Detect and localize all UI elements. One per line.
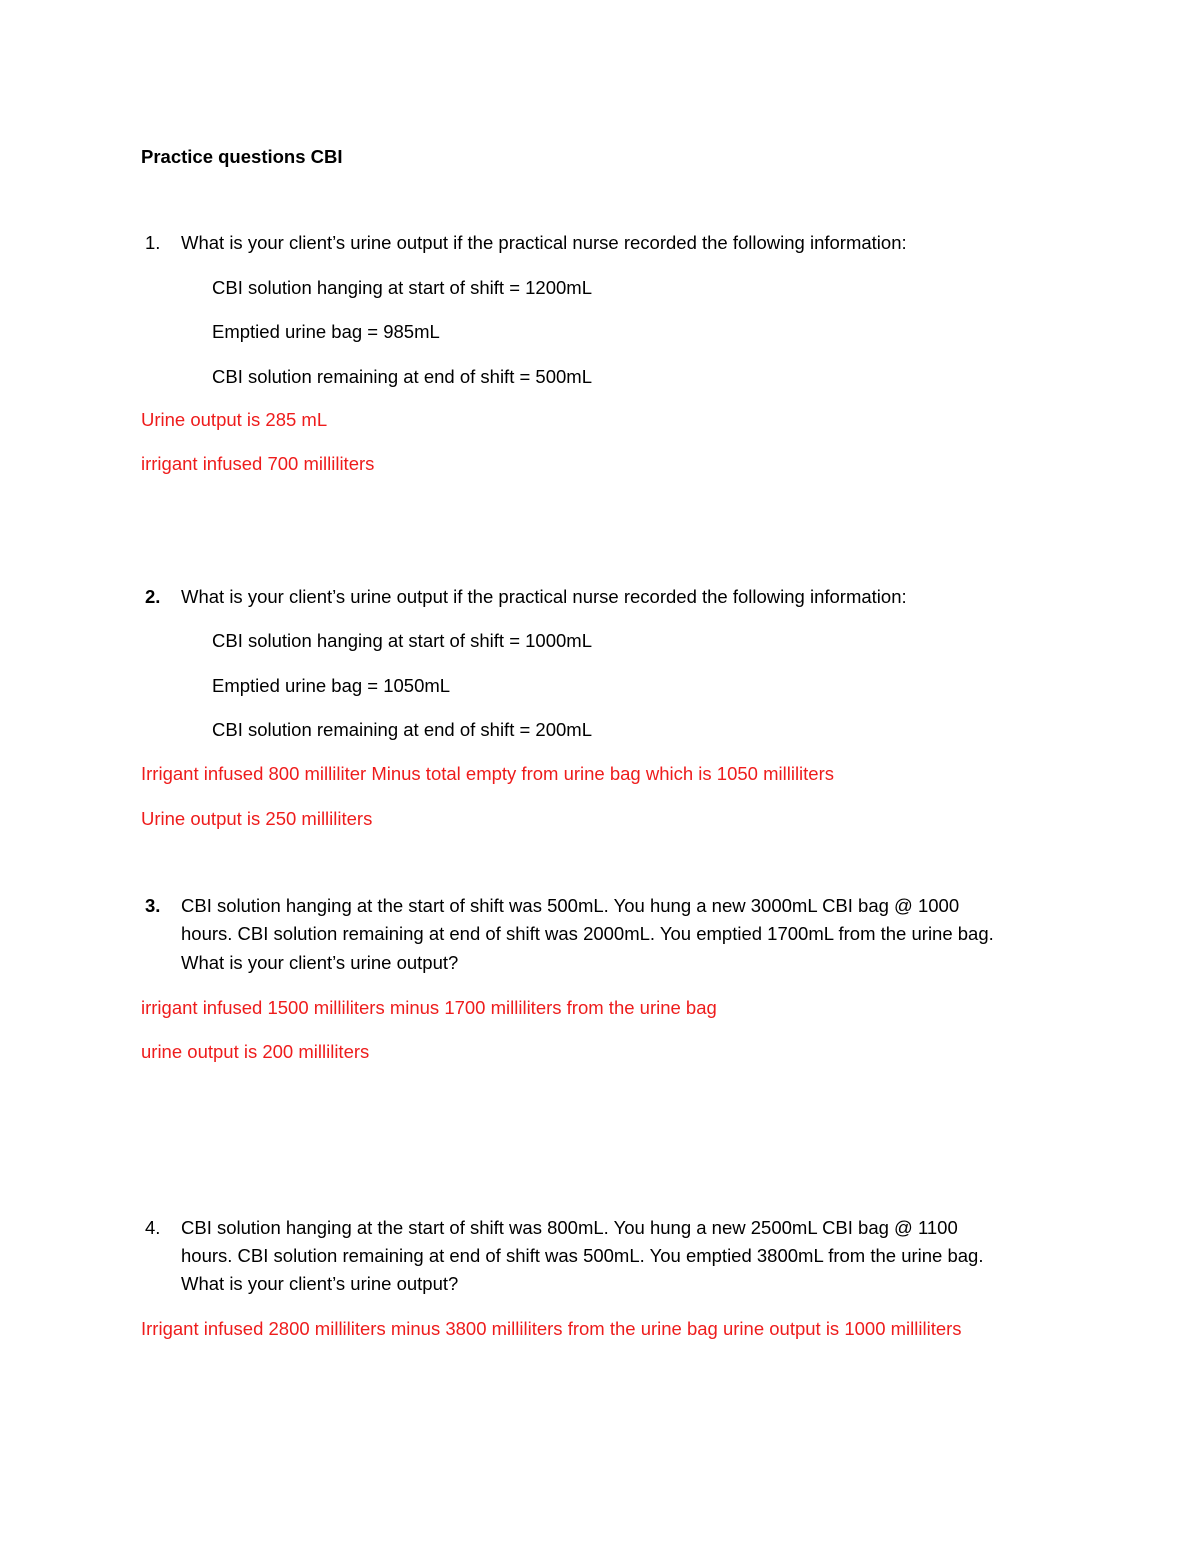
- question-text: What is your client’s urine output?: [181, 952, 459, 973]
- question-number: 4.: [145, 1217, 161, 1238]
- question-data-line: CBI solution hanging at start of shift = 1000mL: [212, 630, 592, 651]
- question-data-line: CBI solution remaining at end of shift = 200mL: [212, 719, 592, 740]
- answer-line: irrigant infused 700 milliliters: [141, 453, 375, 474]
- answer-line: irrigant infused 1500 milliliters minus 1700 milliliters from the urine bag: [141, 997, 717, 1018]
- answer-line: Irrigant infused 2800 milliliters minus 3800 milliliters from the urine bag urine output is 1000 milliliters: [141, 1318, 962, 1339]
- question-data-line: Emptied urine bag = 985mL: [212, 321, 440, 342]
- question-text: CBI solution hanging at the start of shift was 500mL. You hung a new 3000mL CBI bag @ 1000: [181, 895, 960, 916]
- question-number: 3.: [145, 895, 161, 916]
- answer-line: Urine output is 285 mL: [141, 409, 328, 430]
- question-text: hours. CBI solution remaining at end of shift was 500mL. You emptied 3800mL from the urine bag.: [181, 1245, 984, 1266]
- answer-line: Irrigant infused 800 milliliter Minus total empty from urine bag which is 1050 milliliters: [141, 763, 835, 784]
- question-text: What is your client’s urine output if the practical nurse recorded the following information:: [181, 232, 907, 253]
- page-title: Practice questions CBI: [141, 146, 343, 167]
- answer-line: Urine output is 250 milliliters: [141, 808, 373, 829]
- question-data-line: Emptied urine bag = 1050mL: [212, 675, 451, 696]
- question-text: hours. CBI solution remaining at end of shift was 2000mL. You emptied 1700mL from the urine bag.: [181, 923, 994, 944]
- question-text: What is your client’s urine output?: [181, 1273, 459, 1294]
- question-data-line: CBI solution remaining at end of shift = 500mL: [212, 366, 592, 387]
- answer-line: urine output is 200 milliliters: [141, 1041, 370, 1062]
- question-number: 2.: [145, 586, 161, 607]
- question-number: 1.: [145, 232, 161, 253]
- question-text: What is your client’s urine output if the practical nurse recorded the following information:: [181, 586, 907, 607]
- question-text: CBI solution hanging at the start of shift was 800mL. You hung a new 2500mL CBI bag @ 1100: [181, 1217, 958, 1238]
- question-data-line: CBI solution hanging at start of shift = 1200mL: [212, 277, 592, 298]
